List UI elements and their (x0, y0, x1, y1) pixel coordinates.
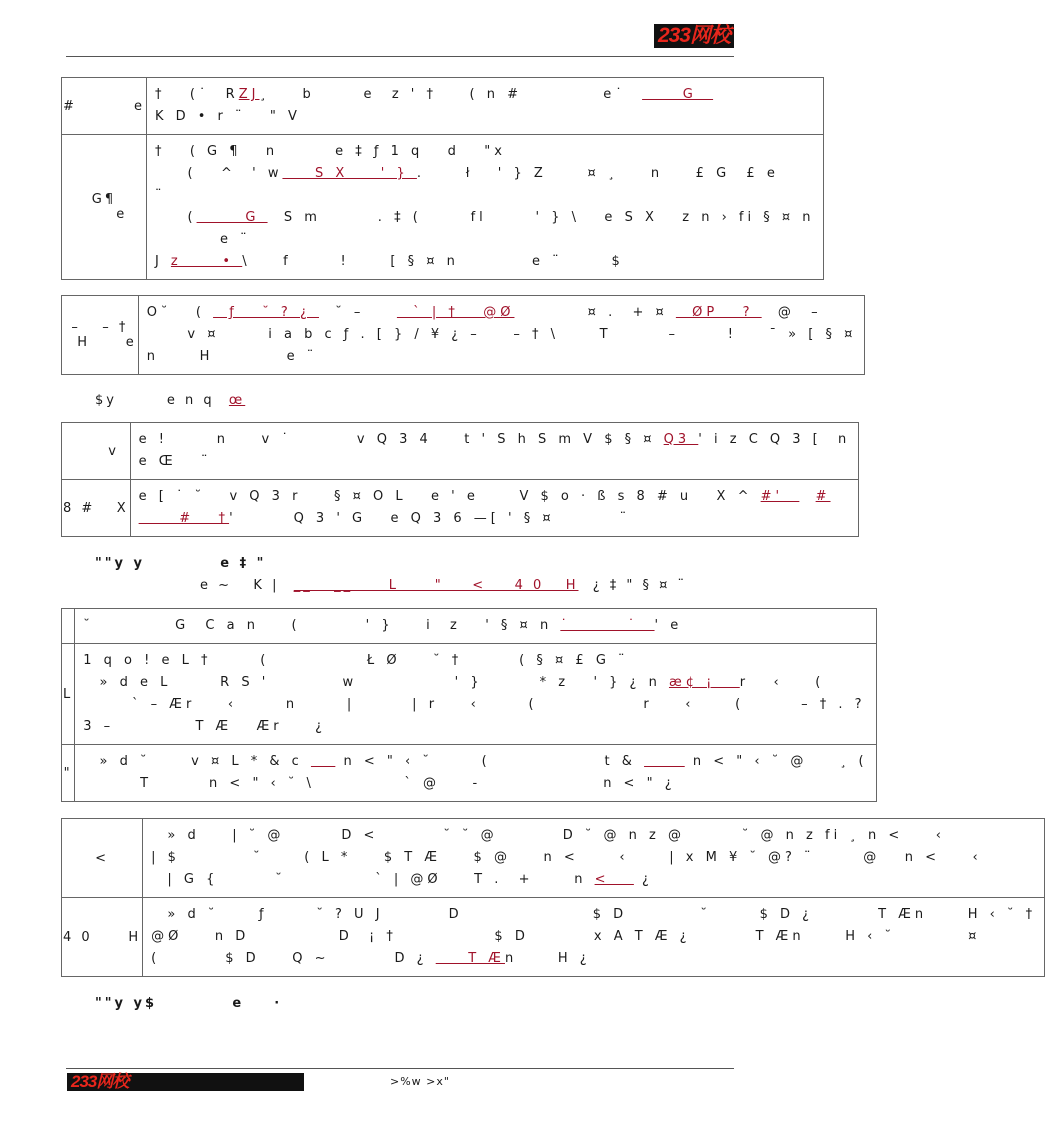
paragraph-3: ""y y$ e · (95, 996, 283, 1011)
row-text (143, 898, 1045, 977)
text-segment: ( $ D Q ~ D ¿ (151, 951, 436, 966)
text-segment: n H ¿ (504, 951, 591, 966)
text-segment: v ¤ i a b c ƒ . [ } / ¥ ¿ – – † \ T – ! ˉ » [ § ¤ (146, 327, 857, 342)
text-segment: † (˙ R (154, 87, 239, 102)
footer-rule (66, 1068, 734, 1069)
text-line (151, 825, 1036, 847)
text-segment: ˘ – (318, 305, 397, 320)
underlined-text: #' (760, 489, 800, 504)
row-text (75, 644, 876, 745)
underlined-text (644, 754, 685, 769)
table-2 (61, 295, 865, 375)
text-line (155, 163, 815, 185)
text-line (139, 486, 851, 508)
table-row (62, 644, 877, 745)
row-text (130, 423, 859, 480)
text-segment: ' e (654, 618, 683, 633)
text-line (151, 847, 1036, 869)
text-line (83, 650, 867, 672)
header-logo: 233网校 (654, 24, 734, 48)
text-segment: @ – (761, 305, 822, 320)
text-line (147, 324, 857, 346)
row-label: L (62, 644, 75, 745)
text-segment: T n < " ‹ ˘ \ ` @ - n < " ¿ (83, 776, 676, 791)
paragraph-1: $y e n q œ (95, 393, 246, 408)
text-line (83, 773, 867, 795)
text-line (139, 451, 851, 473)
text-segment: | G { ˘ ` | @Ø T . + n (151, 872, 595, 887)
text-line (155, 207, 815, 229)
underlined-text: ØP ? (675, 305, 762, 320)
table-4 (61, 608, 877, 802)
table-row (62, 480, 859, 537)
text-segment: ' Q 3 ' G e Q 3 6 —[ ' § ¤ ¨ (229, 511, 631, 526)
row-label: " (62, 745, 75, 802)
text-line (155, 106, 815, 128)
underlined-text: ƒ ˘ ? ¿ (213, 305, 319, 320)
text-line (151, 869, 1036, 891)
underlined-text: Q3 (663, 432, 699, 447)
text-segment: » d ˘ ƒ ˘ ? U J D $ D ˘ $ D ¿ T Æn H ‹ ˘ † (151, 907, 1037, 922)
text-segment: » d e L R S ' w ' } * z ' } ¿ n (83, 675, 669, 690)
footer-logo: 233网校 (67, 1073, 304, 1091)
text-segment: K D • r ¨ " V (154, 109, 301, 124)
underlined-text: # (815, 489, 831, 504)
text-segment: ' i z C Q 3 [ n (698, 432, 851, 447)
text-segment: J (154, 254, 171, 269)
text-line (151, 926, 1036, 948)
text-segment: \ f ! [ § ¤ n e ¨ $ (242, 254, 624, 269)
text-segment: n < " ‹ ˘ @ ¸ ( (684, 754, 868, 769)
underlined-text: æ¢ ¡ (668, 675, 740, 690)
text-segment: | $ ˘ ( L * $ T Æ $ @ n < ‹ | x M ¥ ˘ @? ¨ @ n < ‹ (151, 850, 982, 865)
table-row (62, 135, 824, 280)
text-line (147, 346, 857, 368)
text-segment: » d ˘ v ¤ L * & c (83, 754, 311, 769)
text-segment: 3 – T Æ Ær ¿ (83, 719, 327, 734)
table-row (62, 819, 1045, 898)
underlined-text: # † (138, 511, 230, 526)
underlined-text: ZJ (238, 87, 260, 102)
row-text (146, 135, 823, 280)
text-segment: ` – Ær ‹ n | | r ‹ ( r ‹ ( – † . ? (83, 697, 866, 712)
text-segment: e [ ˙ ˘ v Q 3 r § ¤ O L e ' e V $ o · ß s 8 # u X ^ (138, 489, 761, 504)
text-line (155, 251, 815, 273)
table-3 (61, 422, 859, 537)
row-label: 8 # X (62, 480, 131, 537)
footer-page: >%w >x" (390, 1075, 450, 1088)
row-text (138, 296, 865, 375)
text-segment: e ! n v ˙ v Q 3 4 t ' S h S m V $ § ¤ (138, 432, 664, 447)
underlined-text: G (196, 210, 268, 225)
underlined-text: T Æ (435, 951, 505, 966)
text-segment: ¸ b e z ' † ( n # e˙ (259, 87, 643, 102)
text-line (147, 302, 857, 324)
header-rule (66, 56, 734, 57)
text-line (139, 508, 851, 530)
row-label: – – † H e (62, 296, 139, 375)
text-segment: e Œ ¨ (138, 454, 212, 469)
text-segment: . ł ' } Z ¤ ¸ n £ G £ e (416, 166, 779, 181)
text-segment: e ¨ (154, 232, 251, 247)
table-row (62, 609, 877, 644)
row-label: < (62, 819, 143, 898)
text-segment: ¿ (633, 872, 653, 887)
row-label (62, 609, 75, 644)
text-line (155, 185, 815, 207)
text-segment: ( (154, 210, 197, 225)
text-line (155, 84, 815, 106)
text-segment: r ‹ ( (739, 675, 825, 690)
underlined-text: G (642, 87, 714, 102)
text-segment: ˘ G C a n ( ' } i z ' § ¤ n (83, 618, 561, 633)
underlined-text: < (594, 872, 634, 887)
table-5 (61, 818, 1045, 977)
row-text (75, 609, 876, 644)
paragraph-2-line-2: e ~ K | __ __ L " < 4 0 H ¿ ‡ " § ¤ ¨ (200, 578, 688, 593)
text-line (151, 904, 1036, 926)
text-line (155, 141, 815, 163)
text-segment (799, 489, 815, 504)
row-text (143, 819, 1045, 898)
text-segment: † ( G ¶ n e ‡ ƒ 1 q d "x (154, 144, 506, 159)
table-1 (61, 77, 824, 280)
row-text (146, 78, 823, 135)
underlined-text: z • (170, 254, 243, 269)
table-row (62, 423, 859, 480)
table-row (62, 745, 877, 802)
row-label: v (62, 423, 131, 480)
table-row (62, 898, 1045, 977)
text-segment: n < " ‹ ˘ ( t & (335, 754, 645, 769)
paragraph-2-line-1: ""y y e ‡ " (95, 556, 267, 571)
text-line (83, 716, 867, 738)
text-line (83, 615, 867, 637)
text-segment: O˘ ( (146, 305, 214, 320)
text-segment: S m . ‡ ( fl ' } \ e S X z n › fi § ¤ n (267, 210, 815, 225)
text-line (139, 429, 851, 451)
row-text (130, 480, 859, 537)
row-label: # e (62, 78, 147, 135)
table-row (62, 296, 865, 375)
table-row (62, 78, 824, 135)
text-line (155, 229, 815, 251)
underlined-text: ˙ ˙ (560, 618, 655, 633)
underlined-text (311, 754, 335, 769)
text-line (83, 751, 867, 773)
row-text (75, 745, 876, 802)
text-segment: ( ^ ' w (154, 166, 283, 181)
text-segment: n H e ¨ (146, 349, 318, 364)
text-segment: ¤ . + ¤ (514, 305, 676, 320)
text-line (83, 672, 867, 694)
row-label: 4 0 H (62, 898, 143, 977)
text-line (151, 948, 1036, 970)
text-segment: @Ø n D D ¡ † $ D x A T Æ ¿ T Æn H ‹ ˘ ¤ (151, 929, 981, 944)
text-segment: ¨ (154, 188, 166, 203)
row-label: G¶ e (62, 135, 147, 280)
text-line (83, 694, 867, 716)
text-segment: » d | ˘ @ D < ˘ ˘ @ D ˘ @ n z @ ˘ @ n z fi ¸ n < ‹ (151, 828, 945, 843)
underlined-text: S X ' } (282, 166, 417, 181)
underlined-text: ` | † @Ø (396, 305, 515, 320)
text-segment: 1 q o ! e L † ( Ł Ø ˘ † ( § ¤ £ G ¨ (83, 653, 629, 668)
